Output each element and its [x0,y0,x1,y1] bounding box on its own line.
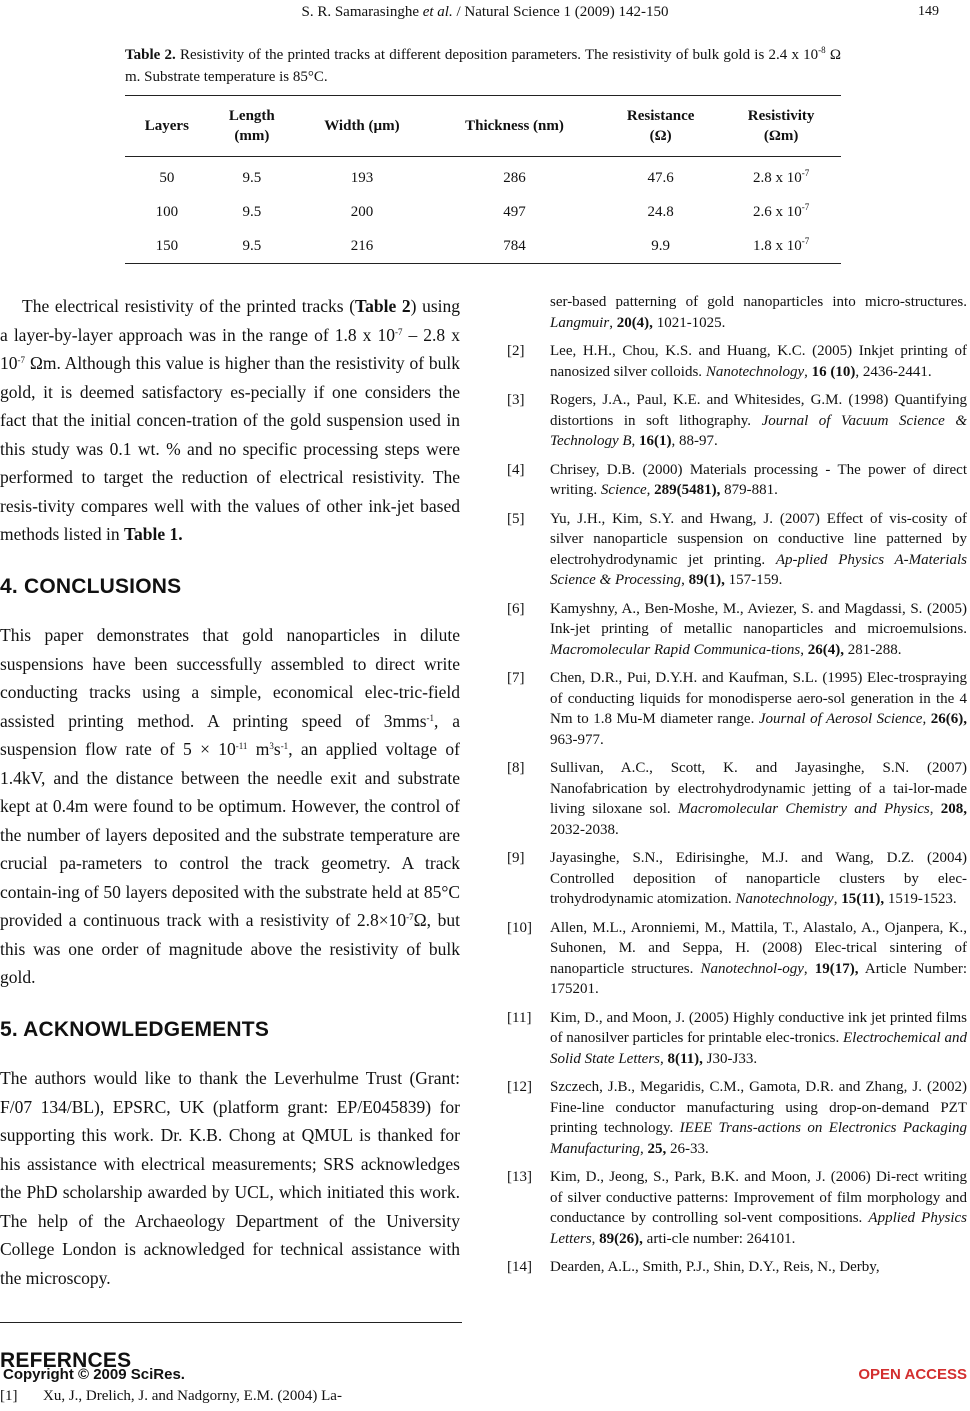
reference-text: Yu, J.H., Kim, S.Y. and Hwang, J. (2007) Effect of vis-cosity of silver nanoparticle suspension on conductive line patterned by electrohydrodynamic jet printing. [550,510,967,568]
reference-volume: 19(17), [814,960,859,977]
reference-item-continued: ser-based patterning of gold nanoparticles into micro-structures. Langmuir, 20(4), 1021-1025. [550,294,967,331]
cell-layers: 50 [159,169,175,186]
reference-pages: , 88-97. [671,433,718,449]
header-length [209,96,295,157]
table-row [125,229,841,264]
running-head [0,4,970,21]
reference-text: Chen, D.R., Pui, D.Y.H. and Kaufman, S.L. (1995) Elec-trospraying of conducting liquids for monodisperse aero-sol generation in the 4 Nm to 1.8 Mu-M diameter range. [550,670,967,727]
reference-text: Dearden, A.L., Smith, P.J., Shin, D.Y., Reis, N., Derby, [550,1259,880,1275]
table-header-row [125,96,841,157]
reference-volume: 8(11), [667,1050,703,1067]
cell-thickness: 497 [503,203,526,220]
reference-journal: Nanotechnology [705,363,805,380]
reference-item: [11] Kim, D., and Moon, J. (2005) Highly conductive ink jet printed films of nanosilver particles for printable elec-tronics. Electrochemical and Solid State Letters, 8(11), J30-J33. [507,1009,967,1067]
header-resistivity-unit: (Ωm) [763,128,799,144]
reference-text: Xu, J., Drelich, J. and Nadgorny, E.M. (2004) La- [43,1387,342,1404]
reference-text: Kim, D., and Moon, J. (2005) Highly conductive ink jet printed films of nanosilver particles for printable elec-tronics. [550,1009,967,1046]
table-reference: Table 2 [355,296,411,316]
page-header [0,2,970,24]
reference-pages: J30-J33. [702,1050,758,1067]
reference-item: [9] Jayasinghe, S.N., Edirisinghe, M.J. and Wang, D.Z. (2004) Controlled deposition of nanoparticle clusters by elec-trohydrodynamic atomization. Nanotechnology, 15(11), 1519-1523. [507,850,967,907]
table-row [125,157,841,196]
reference-number: [7] [507,670,525,686]
reference-journal: Applied Physics Letters [550,1210,967,1247]
reference-number: [3] [507,392,525,408]
reference-number: [6] [507,600,525,617]
table-caption-text-end: Ω m. Substrate temperature is 85°C. [125,47,841,85]
table-caption-label: Table 2. [125,47,176,63]
cell-resistivity [721,157,841,196]
paragraph-acknowledgements: The authors would like to thank the Leverhulme Trust (Grant: F/07 134/BL), EPSRC, UK (platform grant: EP/E045839) for supporting this work. Dr. K.B. Chong at QMUL is thanked for his assistance with electrical measurements; SRS acknowledges the PhD scholarship awarded by UCL, which initiated this work. The help of the Archaeology Department of the University College London is acknowledged for technical assistance with the microscopy. [0,1068,460,1288]
reference-text: Jayasinghe, S.N., Edirisinghe, M.J. and Wang, D.Z. (2004) Controlled deposition of nanoparticle clusters by elec-trohydrodynamic atomization. [550,850,967,907]
reference-number: [4] [507,461,525,478]
reference-item: [13] Kim, D., Jeong, S., Park, B.K. and Moon, J. (2006) Di-rect writing of silver conductive patterns: Improvement of film morphology and conductance by controlling sol-vent compositions. Applied Physics Letters, 89(26), arti-cle number: 264101. [507,1169,967,1247]
header-thickness-label: Thickness (nm) [465,118,564,134]
reference-item: [4] Chrisey, D.B. (2000) Materials processing - The power of direct writing. Science, 289(5481), 879-881. [507,461,967,498]
reference-text: Chrisey, D.B. (2000) Materials processing - The power of direct writing. [550,461,967,498]
text: Ω, but this was one order of magnitude above the resistivity of bulk gold. [0,910,460,987]
cell-resistance: 9.9 [651,237,671,254]
reference-volume: 289(5481), [654,482,721,498]
table-reference: Table 1. [123,524,183,544]
reference-journal: Journal of Aerosol Science [758,711,923,727]
running-head-journal: / Natural Science 1 (2009) 142-150 [452,4,669,20]
open-access-label: OPEN ACCESS [858,1366,967,1383]
paragraph-resistivity [0,292,460,549]
reference-item [507,1257,967,1278]
reference-number: [12] [507,1079,532,1095]
reference-item: [6] Kamyshny, A., Ben-Moshe, M., Aviezer, S. and Magdassi, S. (2005) Ink-jet printing of metallic nanoparticles and microemulsions. Macromolecular Rapid Communica-tions, 26(4), 281-288. [507,600,967,658]
superscript: -11 [235,741,248,751]
resistivity-base: 2.8 x 10 [752,169,802,186]
superscript: -7 [17,355,25,365]
reference-text: Kim, D., Jeong, S., Park, B.K. and Moon, J. (2006) Di-rect writing of silver conductive patterns: Improvement of film morphology and conductance by controlling sol-vent compositions. [550,1169,967,1226]
reference-volume: 208, [940,801,967,817]
reference-pages: 1021-1025. [652,314,726,331]
header-width [295,96,429,157]
cell-layers: 100 [155,203,179,220]
reference-number: [9] [507,850,525,866]
running-head-etal: et al. [422,4,453,20]
header-layers-label: Layers [144,118,189,134]
reference-journal: Langmuir [550,314,610,331]
resistivity-exp: -7 [801,167,810,178]
reference-pages: arti-cle number: 264101. [642,1230,796,1247]
header-resistivity [721,96,841,157]
header-length-label: Length [228,108,275,124]
header-thickness [429,96,600,157]
reference-number: [8] [507,760,525,776]
reference-text: Allen, M.L., Aronniemi, M., Mattila, T., Alastalo, A., Ojanpera, K., Suhonen, M. and Seppa, H. (2008) Elec-trical sintering of nanoparticle structures. [550,919,967,977]
reference-journal: Macromolecular Chemistry and Physics [677,801,930,817]
cell-width: 216 [350,237,374,254]
section-heading-references: REFERNCES [0,1349,132,1372]
superscript: 3 [269,741,274,751]
reference-item: [12] Szczech, J.B., Megaridis, C.M., Gamota, D.R. and Zhang, J. (2002) Fine-line conductor manufacturing using drop-on-demand PZT printing technology. IEEE Trans-actions on Electronics Packaging Manufacturing, 25, 26-33. [507,1079,967,1157]
cell-resistance: 24.8 [647,203,674,220]
header-length-unit: (mm) [234,128,270,144]
reference-journal: Macromolecular Rapid Communica-tions [550,641,801,658]
reference-journal: IEEE Trans-actions on Electronics Packaging Manufacturing [550,1120,967,1157]
reference-volume: 20(4), [616,314,653,331]
reference-item: [2] Lee, H.H., Chou, K.S. and Huang, K.C. (2005) Inkjet printing of nanosized silver colloids. Nanotechnology, 16 (10), 2436-2441. [507,343,967,380]
reference-pages: Article Number: 175201. [550,960,968,997]
reference-text: ser-based patterning of gold nanoparticles into micro-structures. [550,294,967,310]
superscript: -7 [406,912,414,922]
reference-volume: 16(1) [639,433,672,449]
reference-text: Sullivan, A.C., Scott, K. and Jayasinghe, S.N. (2007) Nanofabrication by electrohydrodynamic jetting of a tai-lor-made living siloxane sol. [550,760,967,817]
section-heading-acknowledgements: 5. ACKNOWLEDGEMENTS [0,1017,270,1041]
reference-text: Szczech, J.B., Megaridis, C.M., Gamota, D.R. and Zhang, J. (2002) Fine-line conductor manufacturing using drop-on-demand PZT printing technology. [550,1079,967,1136]
reference-item: [8] Sullivan, A.C., Scott, K. and Jayasinghe, S.N. (2007) Nanofabrication by electrohydrodynamic jetting of a tai-lor-made living siloxane sol. Macromolecular Chemistry and Physics, 208, 2032-2038. [507,760,967,838]
reference-journal: Journal of Vacuum Science & Technology B [550,412,967,449]
text: The electrical resistivity of the printed tracks ( [22,296,356,316]
reference-pages: 963-977. [550,731,604,748]
resistivity-exp: -7 [801,235,810,246]
reference-pages: 2032-2038. [550,821,619,838]
reference-number: [14] [507,1259,532,1275]
reference-item: [7] Chen, D.R., Pui, D.Y.H. and Kaufman, S.L. (1995) Elec-trospraying of conducting liquids for monodisperse aero-sol generation in the 4 Nm to 1.8 Mu-M diameter range. Journal of Aerosol Science, 26(6), 963-977. [507,670,968,748]
reference-number: [13] [507,1169,532,1185]
page-footer [0,1366,970,1386]
reference-list [507,341,967,1278]
text: s [273,739,281,759]
cell-resistivity [721,229,841,264]
reference-item: [5] Yu, J.H., Kim, S.Y. and Hwang, J. (2007) Effect of vis-cosity of silver nanoparticle suspension on conductive line patterned by electrohydrodynamic jet printing. Ap-plied Physics A-Materials Science & Processing, 89(1), 157-159. [507,510,967,588]
left-column [0,292,460,1411]
reference-journal: Science [600,482,647,498]
reference-pages: 26-33. [666,1140,709,1157]
header-resistance-unit: (Ω) [649,128,672,144]
section-heading-conclusions: 4. CONCLUSIONS [0,574,182,598]
reference-volume: 89(26), [599,1230,643,1247]
reference-journal: Nanotechnol-ogy [700,960,804,977]
superscript: -7 [394,326,403,337]
cell-layers: 150 [155,237,179,254]
reference-number: [11] [507,1009,532,1026]
text: This paper demonstrates that gold nanoparticles in dilute suspensions have been successfully assembled to direct write conducting tracks using a simple, economical elec-tric-field assisted printing method. A printing speed of 3mms [0,625,460,731]
superscript: -1 [426,712,435,723]
table-caption [125,44,841,88]
text: m [247,739,270,759]
page-number: 149 [918,4,939,19]
cell-resistivity [721,195,841,229]
header-layers [125,96,209,157]
header-width-label: Width (µm) [324,118,400,134]
reference-item: [10] Allen, M.L., Aronniemi, M., Mattila, T., Alastalo, A., Ojanpera, K., Suhonen, M. and Seppa, H. (2008) Elec-trical sintering of nanoparticle structures. Nanotechnol-ogy, 19(17), Article Number: 175201. [507,919,968,997]
reference-journal: Ap-plied Physics A-Materials Science & Processing [550,551,967,588]
reference-volume: 16 (10) [811,363,856,380]
cell-width: 200 [350,203,374,220]
resistivity-exp: -7 [801,201,810,212]
header-resistance [600,96,721,157]
reference-volume: 25, [647,1140,667,1157]
cell-length: 9.5 [242,169,262,186]
text: ) using a layer-by-layer approach was in the range of 1.8 x 10 [0,296,461,345]
reference-pages: 281-288. [844,641,902,658]
resistivity-base: 1.8 x 10 [752,237,802,254]
running-head-authors: S. R. Samarasinghe [301,4,423,20]
reference-number: [1] [0,1387,18,1404]
reference-text: Kamyshny, A., Ben-Moshe, M., Aviezer, S. and Magdassi, S. (2005) Ink-jet printing of metallic nanoparticles and microemulsions. [550,600,967,637]
right-column [507,292,967,1286]
reference-number: [10] [507,919,532,936]
reference-volume: 15(11), [841,891,885,907]
text: – 2.8 x 10 [0,324,460,373]
reference-item: [3] Rogers, J.A., Paul, K.E. and Whitesides, G.M. (1998) Quantifying distortions in soft lithography. Journal of Vacuum Science & Technology B, 16(1), 88-97. [507,392,967,449]
reference-text: Lee, H.H., Chou, K.S. and Huang, K.C. (2005) Inkjet printing of nanosized silver colloids. [550,343,967,380]
cell-thickness: 286 [503,169,526,186]
reference-volume: 26(6), [930,711,968,727]
reference-journal: Electrochemical and Solid State Letters [550,1030,967,1067]
resistivity-table [125,95,841,264]
reference-number: [5] [507,510,525,527]
reference-pages: 879-881. [720,482,778,498]
cell-length: 9.5 [242,237,262,254]
copyright-notice: Copyright © 2009 SciRes. [3,1366,185,1383]
header-resistance-label: Resistance [626,108,695,124]
reference-pages: , 2436-2441. [855,363,932,380]
reference-number: [2] [507,343,525,359]
cell-width: 193 [350,169,374,186]
section-divider [0,1322,462,1323]
reference-journal: Nanotechnology [735,891,834,907]
paragraph-conclusions [0,621,460,992]
resistivity-base: 2.6 x 10 [752,203,802,220]
reference-pages: 1519-1523. [884,891,957,907]
reference-volume: 26(4), [807,641,844,658]
reference-text: Rogers, J.A., Paul, K.E. and Whitesides, G.M. (1998) Quantifying distortions in soft lithography. [550,392,967,429]
text: , a suspension flow rate of 5 × 10 [0,710,460,759]
header-resistivity-label: Resistivity [747,108,815,124]
cell-length: 9.5 [242,203,262,220]
reference-volume: 89(1), [688,572,725,588]
table-row [125,195,841,229]
cell-resistance: 47.6 [647,169,674,186]
cell-thickness: 784 [503,237,526,254]
text: , an applied voltage of 1.4kV, and the distance between the needle exit and substrate kept at 0.4m were found to be optimum. However, the control of the number of layers deposited and the substrate temperature are crucial pa-rameters to control the track geometry. A track contain-ing of 50 layers deposited with the substrate held at 85°C provided a continuous track with a resistivity of 2.8×10 [0,739,460,930]
table-caption-sup: -8 [818,45,826,55]
table-caption-text: Resistivity of the printed tracks at different deposition parameters. The resistivity of bulk gold is 2.4 x 10 [175,47,819,63]
reference-pages: 157-159. [724,572,783,588]
superscript: -1 [280,741,289,751]
text: Ωm. Although this value is higher than the resistivity of bulk gold, it is deemed satisfactory es-pecially if one considers the fact that the initial concen-tration of the gold suspension used in this study was 0.1 wt. % and no specific processing steps were performed to target the reduction of electrical resistivity. The resis-tivity compares well with the values of other ink-jet based methods listed in [0,353,460,544]
